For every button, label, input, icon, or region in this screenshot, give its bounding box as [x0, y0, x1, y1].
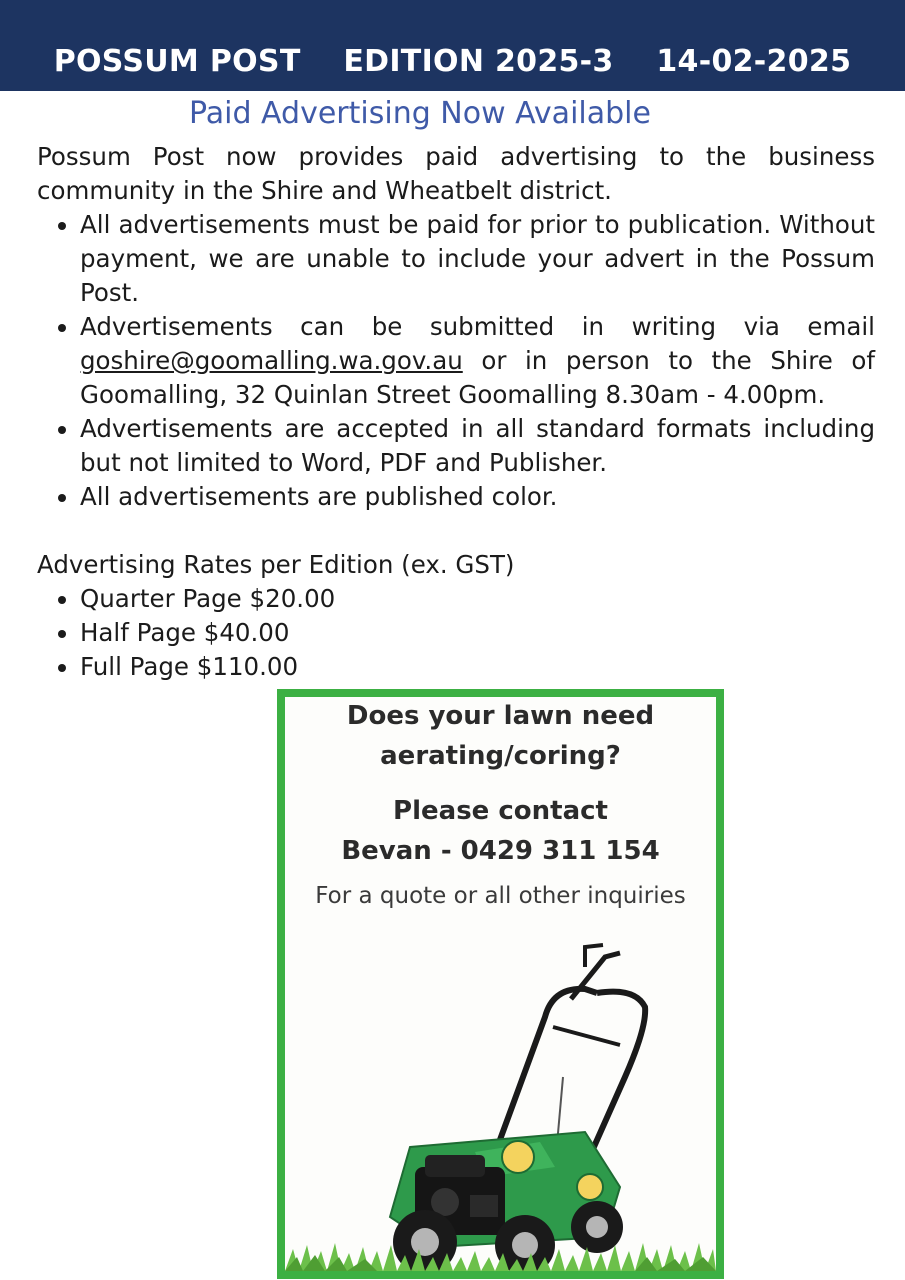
rate-item: • Quarter Page $20.00	[80, 582, 875, 616]
intro-paragraph: Possum Post now provides paid advertising to the business community in the Shire and Wheatbelt district.	[37, 142, 875, 205]
advert-question-line1: Does your lawn need	[346, 701, 655, 731]
edition-date: 14-02-2025	[656, 44, 852, 79]
rule-formats: • Advertisements are accepted in all standard formats including but not limited to Word, PDF and Publisher.	[80, 412, 875, 480]
advert-question-line2: aerating/coring?	[380, 741, 621, 771]
advert-note: For a quote or all other inquiries	[315, 883, 686, 909]
submission-prefix: Advertisements can be submitted in writing via email	[80, 312, 875, 341]
rates-list	[37, 582, 875, 684]
rates-heading: Advertising Rates per Edition (ex. GST)	[37, 550, 515, 579]
rate-item: • Full Page $110.00	[80, 650, 875, 684]
publication-name: POSSUM POST	[53, 44, 301, 79]
newsletter-header	[0, 0, 905, 91]
edition-number: EDITION 2025-3	[343, 44, 614, 79]
rule-submission	[80, 310, 875, 412]
submission-suffix: or in person to the Shire of Goomalling, 32 Quinlan Street Goomalling 8.30am - 4.00pm.	[80, 346, 875, 409]
lawn-aerator-machine-icon	[285, 927, 716, 1271]
advert-contact-line1: Please contact	[393, 796, 608, 826]
page-title: Paid Advertising Now Available	[189, 96, 651, 131]
rule-payment: • All advertisements must be paid for prior to publication. Without payment, we are unable to include your advert in the Possum Post.	[80, 208, 875, 310]
rules-list	[37, 208, 875, 514]
advert-contact-phone: Bevan - 0429 311 154	[341, 836, 660, 866]
lawn-aerating-advert	[277, 689, 724, 1279]
rule-color: • All advertisements are published color.	[80, 480, 875, 514]
header-row	[0, 44, 905, 79]
article-body	[37, 140, 875, 684]
email-link[interactable]: goshire@goomalling.wa.gov.au	[80, 346, 463, 375]
rate-item: • Half Page $40.00	[80, 616, 875, 650]
